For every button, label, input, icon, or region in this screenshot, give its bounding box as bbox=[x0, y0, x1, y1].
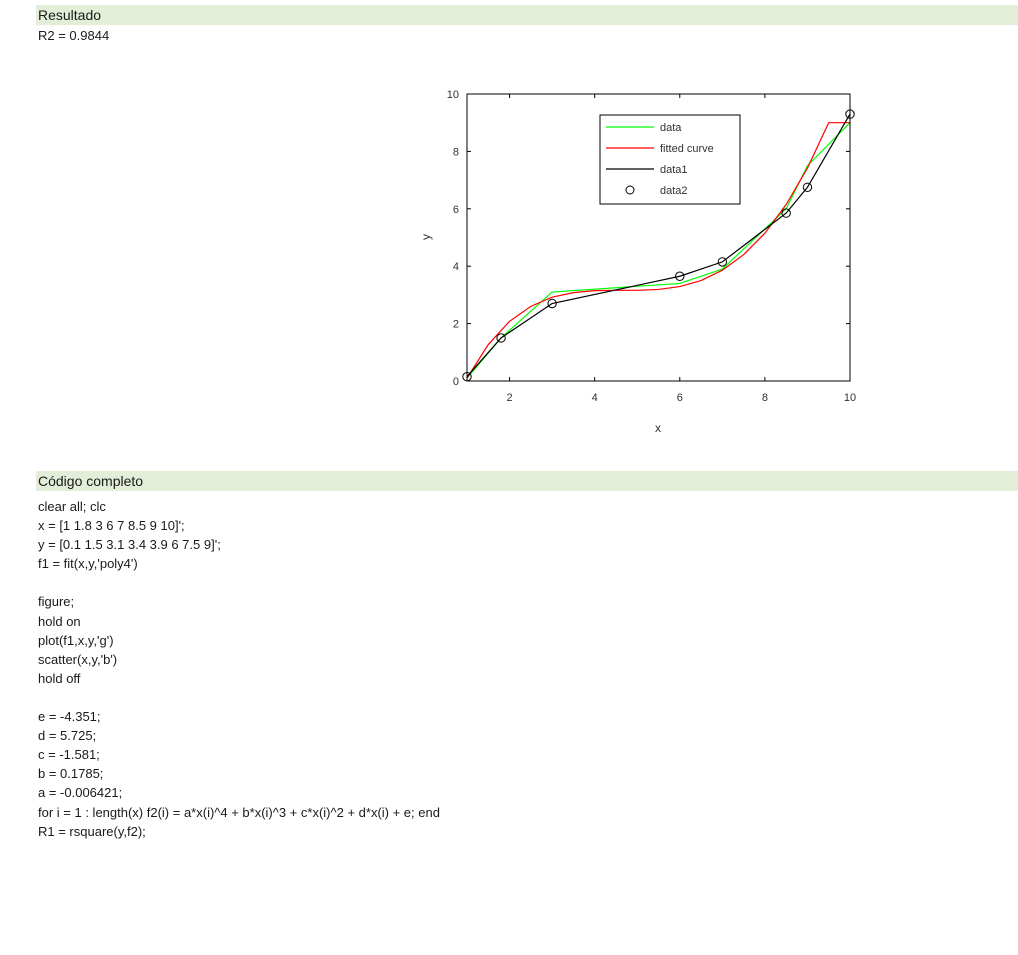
code-line: for i = 1 : length(x) f2(i) = a*x(i)^4 + b*x(i)^3 + c*x(i)^2 + d*x(i) + e; end bbox=[38, 804, 440, 820]
y-tick-label: 6 bbox=[452, 203, 459, 216]
y-tick-label: 2 bbox=[452, 318, 459, 331]
x-tick-label: 4 bbox=[591, 392, 598, 404]
fit-chart bbox=[0, 0, 1018, 450]
code-line: f1 = fit(x,y,'poly4') bbox=[38, 556, 138, 572]
code-line: d = 5.725; bbox=[38, 728, 97, 744]
x-tick-label: 8 bbox=[761, 392, 768, 404]
y-tick-label: 8 bbox=[452, 146, 459, 159]
code-line: hold off bbox=[38, 670, 81, 686]
legend-label: data bbox=[660, 122, 682, 134]
code-line: clear all; clc bbox=[38, 499, 106, 514]
code-line: figure; bbox=[38, 594, 75, 610]
code-line: R1 = rsquare(y,f2); bbox=[38, 823, 146, 839]
code-line: hold on bbox=[38, 613, 81, 629]
code-line: plot(f1,x,y,'g') bbox=[38, 632, 114, 648]
code-line: x = [1 1.8 3 6 7 8.5 9 10]'; bbox=[38, 518, 185, 534]
r2-value: R2 = 0.9844 bbox=[38, 28, 110, 43]
result-header: Resultado bbox=[36, 5, 1018, 25]
legend-label: data1 bbox=[660, 164, 688, 176]
code-line bbox=[38, 573, 440, 592]
code-line: b = 0.1785; bbox=[38, 766, 104, 782]
y-tick-label: 10 bbox=[446, 89, 459, 101]
code-line: scatter(x,y,'b') bbox=[38, 651, 118, 667]
code-line: a = -0.006421; bbox=[38, 785, 123, 801]
code-header: Código completo bbox=[36, 471, 1018, 491]
y-tick-label: 4 bbox=[452, 261, 459, 274]
code-line: e = -4.351; bbox=[38, 709, 101, 725]
x-tick-label: 10 bbox=[843, 392, 857, 404]
legend-label: fitted curve bbox=[660, 143, 714, 155]
y-tick-label: 0 bbox=[452, 376, 459, 388]
x-tick-label: 2 bbox=[506, 392, 513, 404]
legend-label: data2 bbox=[660, 185, 688, 197]
y-axis-label: y bbox=[419, 234, 433, 240]
code-line: y = [0.1 1.5 3.1 3.4 3.9 6 7.5 9]'; bbox=[38, 537, 221, 553]
x-tick-label: 6 bbox=[676, 392, 683, 404]
code-line: c = -1.581; bbox=[38, 747, 100, 763]
x-axis-label: x bbox=[655, 421, 661, 435]
code-listing bbox=[38, 497, 440, 841]
code-line bbox=[38, 688, 440, 707]
legend bbox=[600, 115, 740, 204]
